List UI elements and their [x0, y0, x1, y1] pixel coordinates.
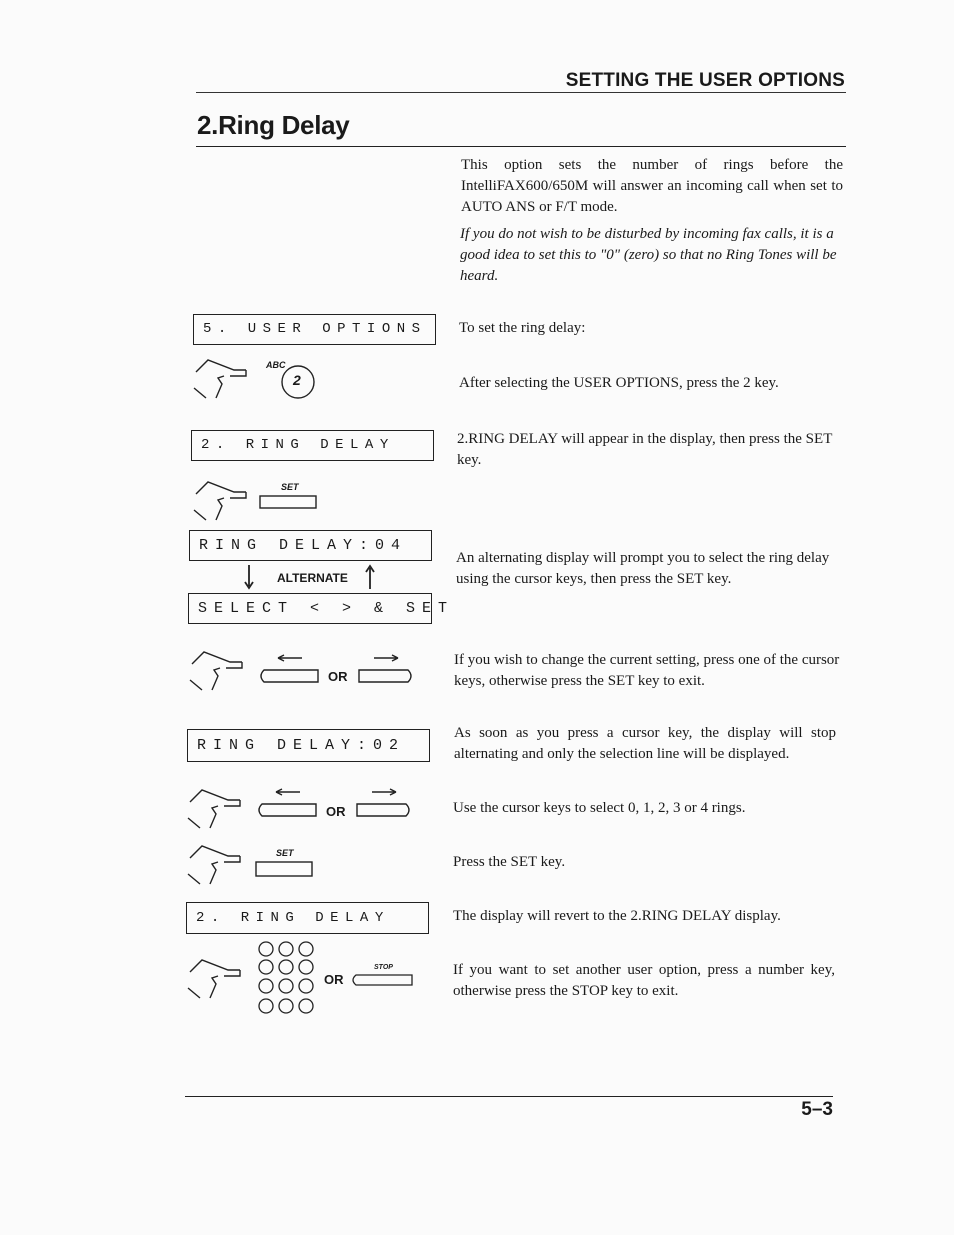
- pointing-hand-icon: [190, 648, 250, 698]
- lcd-user-options: 5. USER OPTIONS: [193, 314, 436, 345]
- step-text-10: If you want to set another user option, press a number key, otherwise press the STOP key to exit.: [453, 962, 835, 999]
- page-number: 5–3: [801, 1099, 833, 1120]
- set-key-icon[interactable]: [255, 861, 313, 877]
- pointing-hand-icon: [188, 786, 248, 836]
- or-label: OR: [326, 804, 346, 819]
- lcd-ring-delay-menu-2: 2. RING DELAY: [186, 902, 429, 934]
- key-2-label: 2: [293, 372, 301, 388]
- step-text-1: To set the ring delay:: [459, 320, 586, 336]
- pointing-hand-icon: [188, 842, 248, 892]
- stop-key-label: STOP: [374, 964, 393, 971]
- page-title: 2.Ring Delay: [197, 110, 350, 140]
- step-text-7: Use the cursor keys to select 0, 1, 2, 3 or 4 rings.: [453, 800, 746, 816]
- or-label: OR: [324, 972, 344, 987]
- number-keypad-icon[interactable]: [257, 940, 319, 1016]
- right-cursor-key-icon[interactable]: [358, 654, 420, 686]
- step-text-3: 2.RING DELAY will appear in the display, then press the SET key.: [457, 431, 833, 468]
- step-text-9: The display will revert to the 2.RING DELAY display.: [453, 908, 781, 924]
- left-cursor-key-icon[interactable]: [256, 788, 318, 820]
- abc-label: ABC: [266, 360, 286, 370]
- pointing-hand-icon: [188, 956, 248, 1006]
- set-key-icon[interactable]: [259, 495, 317, 509]
- set-key-label: SET: [276, 848, 294, 858]
- intro-note: If you do not wish to be disturbed by incoming fax calls, it is a good idea to set this to "0" (zero) so that no Ring Tones will be heard.: [460, 226, 837, 284]
- step-text-2: After selecting the USER OPTIONS, press the 2 key.: [459, 375, 779, 391]
- left-cursor-key-icon[interactable]: [258, 654, 320, 686]
- step-text-8: Press the SET key.: [453, 854, 566, 870]
- lcd-ring-delay-menu: 2. RING DELAY: [191, 430, 434, 461]
- title-rule: [196, 146, 846, 147]
- step-text-5: If you wish to change the current setting, press one of the cursor keys, otherwise press the SET key to exit.: [454, 652, 840, 689]
- stop-key-icon[interactable]: [350, 973, 414, 987]
- arrow-up-icon: [363, 564, 377, 590]
- lcd-select-set: SELECT < > & SET: [188, 593, 432, 624]
- header-rule: [196, 92, 846, 93]
- alternate-label: ALTERNATE: [277, 571, 348, 585]
- set-key-label: SET: [281, 482, 299, 492]
- lcd-ring-delay-04: RING DELAY:04: [189, 530, 432, 561]
- right-cursor-key-icon[interactable]: [356, 788, 418, 820]
- footer-rule: [185, 1096, 833, 1097]
- pointing-hand-icon: [194, 356, 254, 406]
- pointing-hand-icon: [194, 478, 254, 528]
- section-header: SETTING THE USER OPTIONS: [565, 70, 845, 91]
- lcd-ring-delay-02: RING DELAY:02: [187, 729, 430, 762]
- arrow-down-icon: [242, 564, 256, 590]
- step-text-6: As soon as you press a cursor key, the display will stop alternating and only the selection line will be displayed.: [454, 725, 836, 762]
- step-text-4: An alternating display will prompt you to select the ring delay using the cursor keys, then press the SET key.: [456, 550, 830, 587]
- or-label: OR: [328, 669, 348, 684]
- intro-text: This option sets the number of rings before the IntelliFAX600/650M will answer an incoming call when set to AUTO ANS or F/T mode.: [461, 157, 843, 215]
